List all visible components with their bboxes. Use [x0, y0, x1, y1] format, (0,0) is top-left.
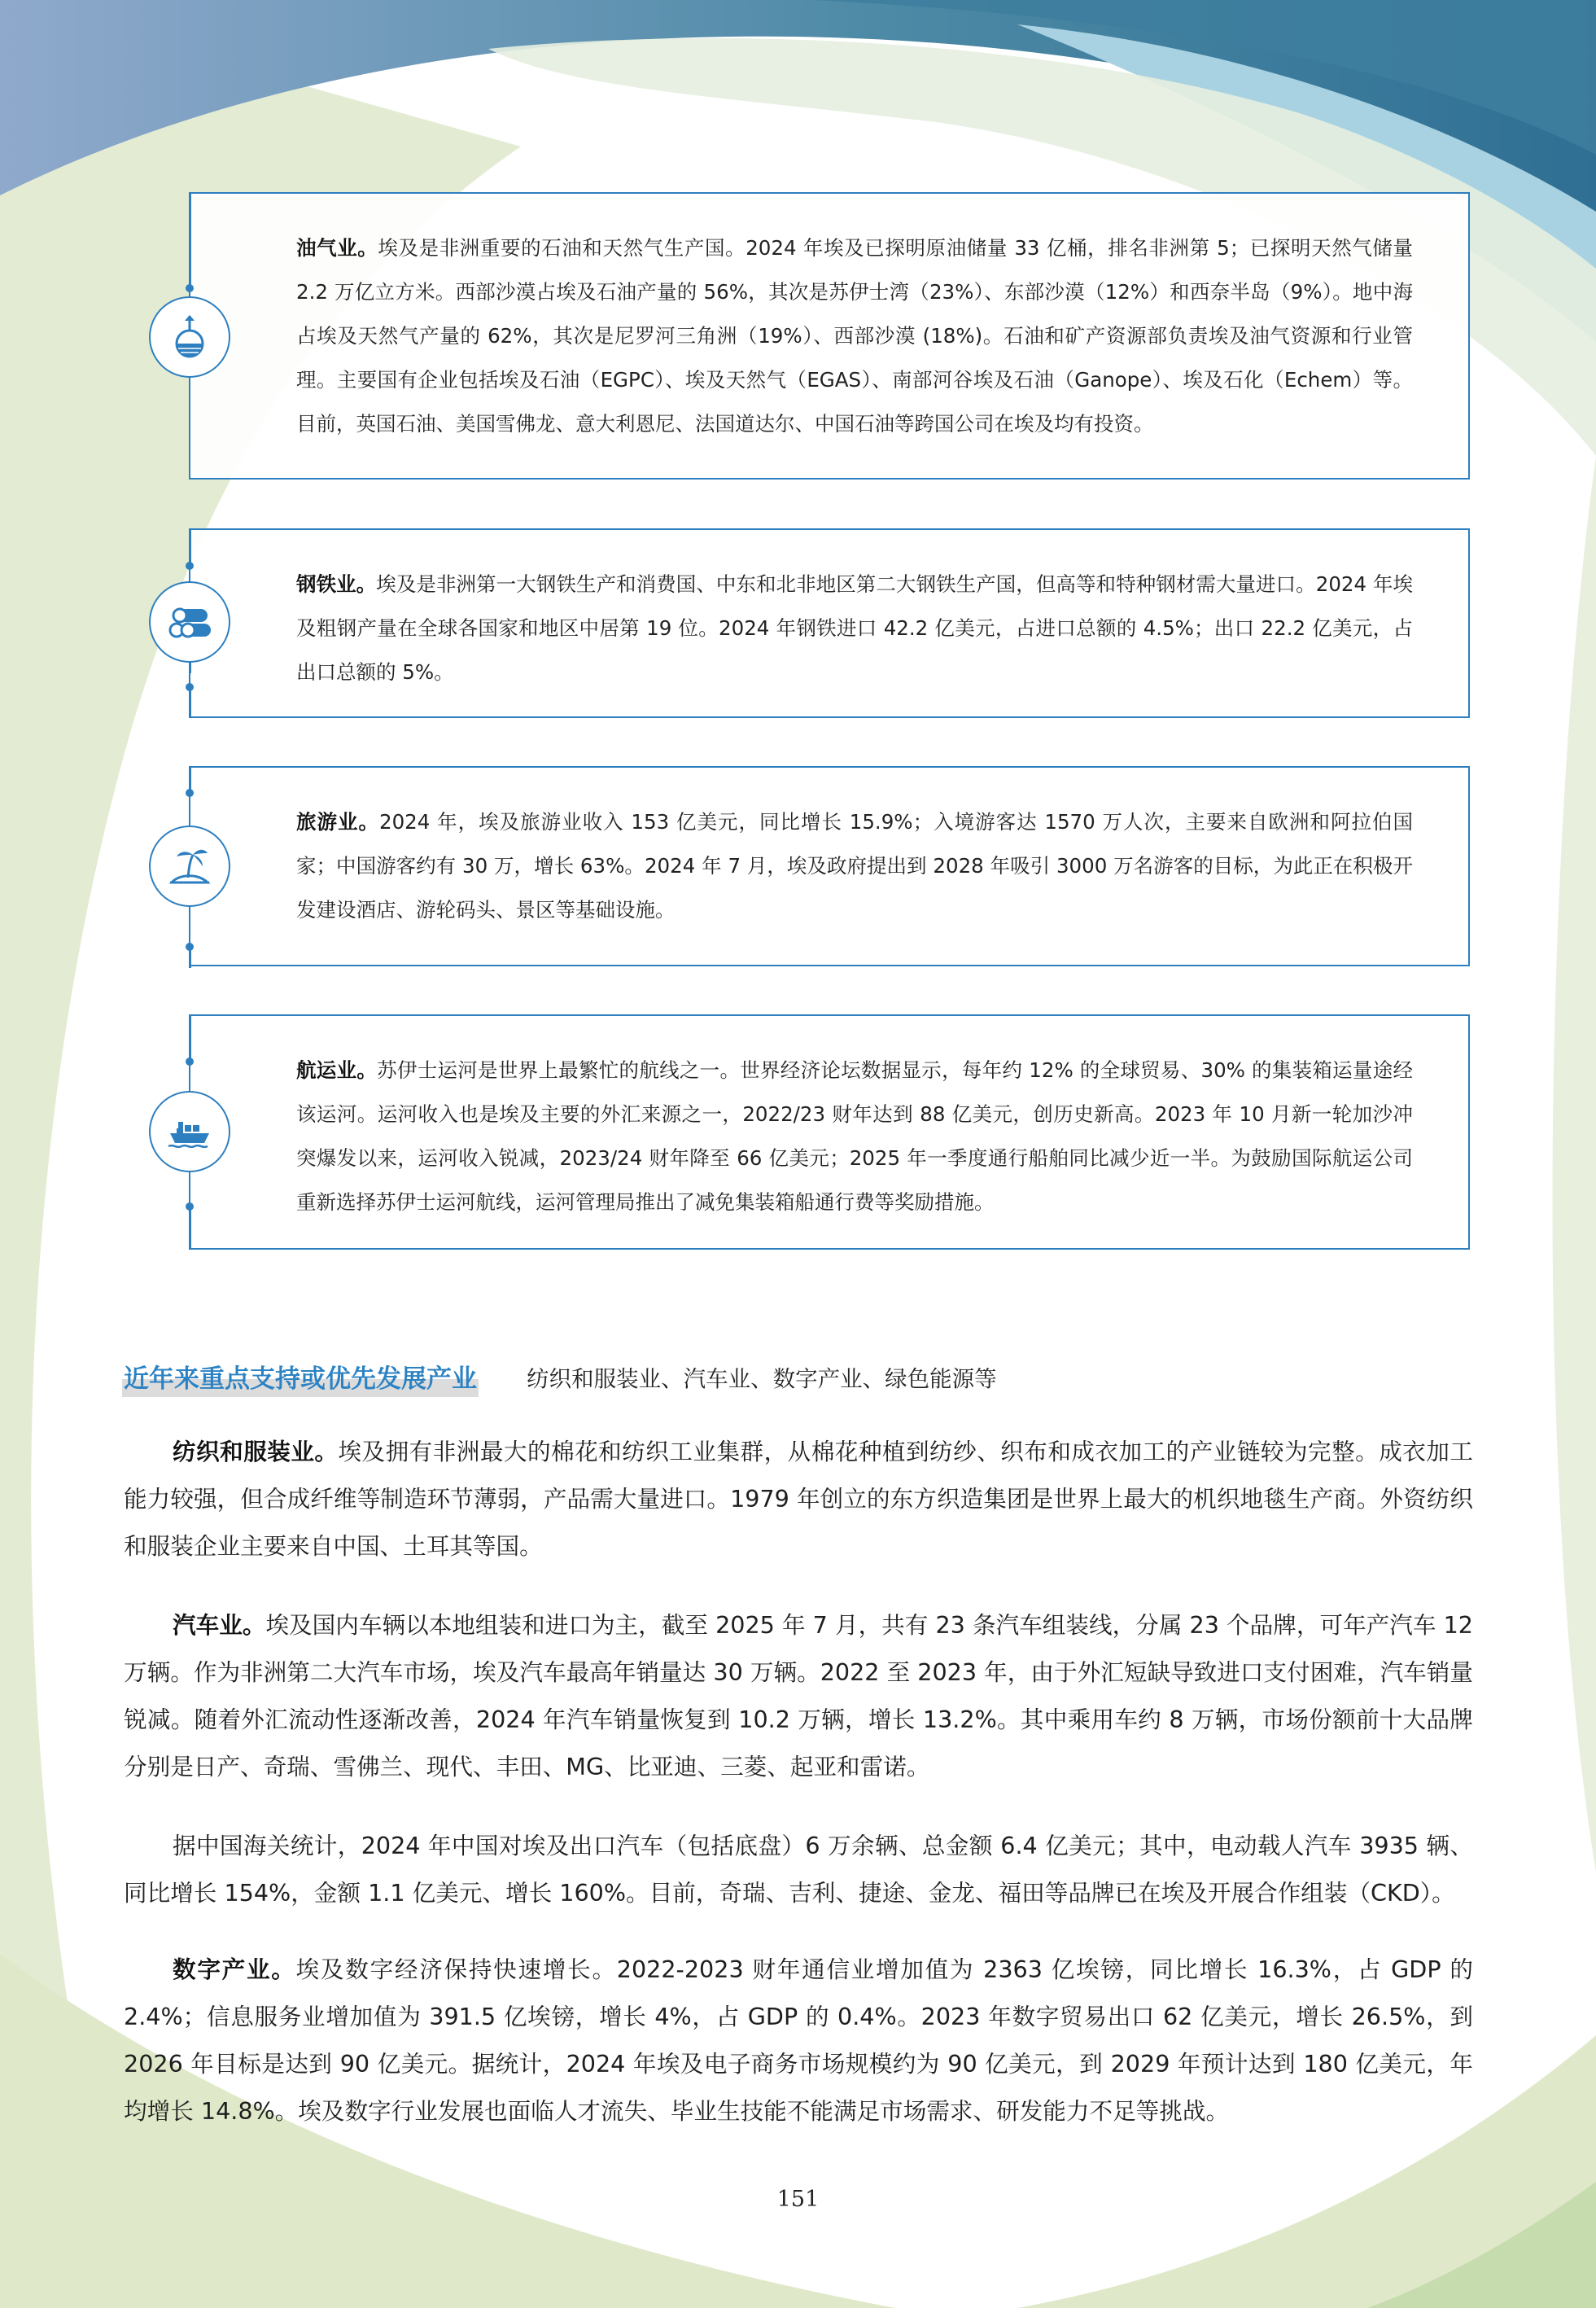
paragraph-title: 纺织和服装业。 [173, 1438, 339, 1465]
section-title: 近年来重点支持或优先发展产业 [122, 1361, 479, 1397]
oil-drop-icon [149, 296, 230, 378]
industry-title: 钢铁业。 [296, 572, 377, 596]
paragraph-body: 埃及拥有非洲最大的棉花和纺织工业集群，从棉花种植到纺纱、织布和成衣加工的产业链较为完整。成衣加工能力较强，但合成纤维等制造环节薄弱，产品需大量进口。1979 年创立的东方织造集团是世界上最大的机织地毯生产商。外资纺织和服装企业主要来自中国、土耳其等国。 [124, 1438, 1473, 1560]
island-palm-icon [149, 826, 230, 907]
industry-body: 2024 年，埃及旅游业收入 153 亿美元，同比增长 15.9%；入境游客达 1570 万人次，主要来自欧洲和阿拉伯国家；中国游客约有 30 万，增长 63%。2024 年 7 月，埃及政府提出到 2028 年吸引 3000 万名游客的目标，为此正在积极开发建设酒店、游轮码头、景区等基础设施。 [296, 810, 1413, 922]
paragraph-title: 数字产业。 [173, 1955, 296, 1983]
industry-card-text [296, 563, 1413, 694]
paragraph-title: 汽车业。 [173, 1611, 266, 1639]
paragraph-body: 埃及国内车辆以本地组装和进口为主，截至 2025 年 7 月，共有 23 条汽车组装线，分属 23 个品牌，可年产汽车 12 万辆。作为非洲第二大汽车市场，埃及汽车最高年销量达 30 万辆。2022 至 2023 年，由于外汇短缺导致进口支付困难，汽车销量锐减。随着外汇流动性逐渐改善，2024 年汽车销量恢复到 10.2 万辆，增长 13.2%。其中乘用车约 8 万辆，市场份额前十大品牌分别是日产、奇瑞、雪佛兰、现代、丰田、MG、比亚迪、三菱、起亚和雷诺。 [124, 1611, 1473, 1780]
paragraph-auto-export [124, 1822, 1473, 1916]
paragraph-automobile [124, 1601, 1473, 1790]
industry-body: 埃及是非洲重要的石油和天然气生产国。2024 年埃及已探明原油储量 33 亿桶，排名非洲第 5；已探明天然气储量 2.2 万亿立方米。西部沙漠占埃及石油产量的 56%，其次是苏伊士湾（23%）、东部沙漠（12%）和西奈半岛（9%）。地中海占埃及天然气产量的 62%，其次是尼罗河三角洲（19%）、西部沙漠 (18%)。石油和矿产资源部负责埃及油气资源和行业管理。主要国有企业包括埃及石油（EGPC）、埃及天然气（EGAS）、南部河谷埃及石油（Ganope）、埃及石化（Echem）等。目前，英国石油、美国雪佛龙、意大利恩尼、法国道达尔、中国石油等跨国公司在埃及均有投资。 [296, 236, 1413, 436]
cargo-ship-icon [149, 1091, 230, 1172]
paragraph-body: 埃及数字经济保持快速增长。2022-2023 财年通信业增加值为 2363 亿埃镑，同比增长 16.3%，占 GDP 的 2.4%；信息服务业增加值为 391.5 亿埃镑，增长 4%，占 GDP 的 0.4%。2023 年数字贸易出口 62 亿美元，增长 26.5%，到 2026 年目标是达到 90 亿美元。据统计，2024 年埃及电子商务市场规模约为 90 亿美元，到 2029 年预计达到 180 亿美元，年均增长 14.8%。埃及数字行业发展也面临人才流失、毕业生技能不能满足市场需求、研发能力不足等挑战。 [124, 1955, 1473, 2125]
industry-title: 油气业。 [296, 236, 378, 260]
industry-body: 埃及是非洲第一大钢铁生产和消费国、中东和北非地区第二大钢铁生产国，但高等和特种钢材需大量进口。2024 年埃及粗钢产量在全球各国家和地区中居第 19 位。2024 年钢铁进口 42.2 亿美元，占进口总额的 4.5%；出口 22.2 亿美元，占出口总额的 5%。 [296, 572, 1414, 684]
industry-title: 旅游业。 [296, 810, 379, 834]
section-heading [122, 1361, 997, 1397]
paragraph-digital [124, 1946, 1473, 2135]
industry-card-text [296, 226, 1413, 446]
page-number: 151 [776, 2187, 820, 2212]
industry-card-oil-gas [189, 192, 1470, 480]
paragraph-body: 据中国海关统计，2024 年中国对埃及出口汽车（包括底盘）6 万余辆、总金额 6.4 亿美元；其中，电动载人汽车 3935 辆、同比增长 154%，金额 1.1 亿美元、增长 160%。目前，奇瑞、吉利、捷途、金龙、福田等品牌已在埃及开展合作组装（CKD）。 [124, 1832, 1473, 1907]
industry-card-shipping [189, 1014, 1470, 1250]
steel-pipes-icon [149, 581, 230, 663]
industry-title: 航运业。 [296, 1058, 378, 1082]
section-subtitle: 纺织和服装业、汽车业、数字产业、绿色能源等 [527, 1366, 997, 1392]
industry-card-tourism [189, 766, 1470, 966]
paragraph-textile [124, 1428, 1473, 1570]
industry-card-text [296, 800, 1413, 932]
industry-card-text [296, 1049, 1413, 1224]
industry-body: 苏伊士运河是世界上最繁忙的航线之一。世界经济论坛数据显示，每年约 12% 的全球贸易、30% 的集装箱运量途经该运河。运河收入也是埃及主要的外汇来源之一，2022/23 财年达到 88 亿美元，创历史新高。2023 年 10 月新一轮加沙冲突爆发以来，运河收入锐减，2023/24 财年降至 66 亿美元；2025 年一季度通行船舶同比减少近一半。为鼓励国际航运公司重新选择苏伊士运河航线，运河管理局推出了减免集装箱船通行费等奖励措施。 [296, 1058, 1413, 1214]
industry-card-steel [189, 528, 1470, 718]
